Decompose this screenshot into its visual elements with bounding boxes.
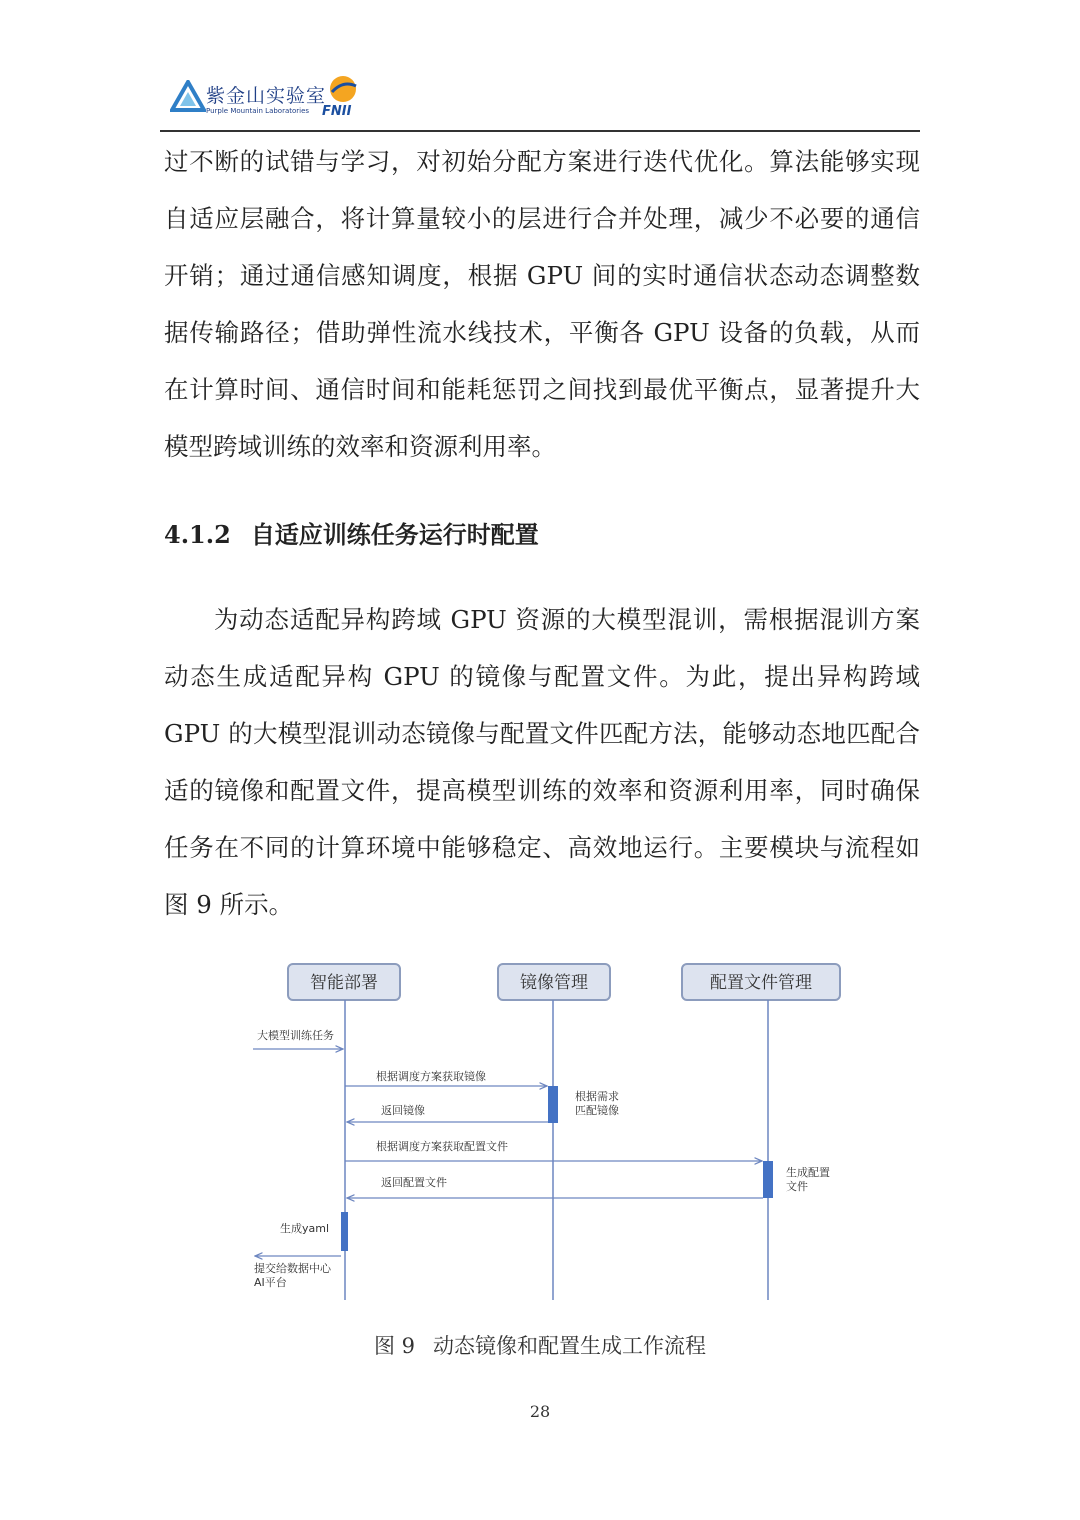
generate-config-label: 生成配置 文件 — [786, 1166, 830, 1193]
return-config-label: 返回配置文件 — [381, 1176, 447, 1189]
org-name-en: Purple Mountain Laboratories — [206, 107, 310, 115]
header-divider — [160, 130, 920, 132]
incoming-task-label: 大模型训练任务 — [257, 1029, 334, 1042]
return-image-label: 返回镜像 — [381, 1104, 425, 1117]
request-image-label: 根据调度方案获取镜像 — [376, 1070, 486, 1083]
purple-mountain-logo-icon — [170, 80, 206, 112]
fnii-logo-icon — [326, 74, 360, 104]
participant-label-config: 配置文件管理 — [710, 973, 812, 993]
config-activation-bar — [763, 1161, 773, 1198]
figure-caption — [0, 1330, 1080, 1360]
request-config-label: 根据调度方案获取配置文件 — [376, 1140, 508, 1153]
paragraph-intro: 为动态适配异构跨域 GPU 资源的大模型混训，需根据混训方案动态生成适配异构 GPU 的镜像与配置文件。为此，提出异构跨域 GPU 的大模型混训动态镜像与配置文件匹配方法，能够动态地匹配合适的镜像和配置文件，提高模型训练的效率和资源利用率，同时确保任务在不同的计算环境中能够稳定、高效地运行。主要模块与流程如图 9 所示。 — [164, 605, 920, 919]
paragraph-continuation: 过不断的试错与学习，对初始分配方案进行迭代优化。算法能够实现自适应层融合，将计算量较小的层进行合并处理，减少不必要的通信开销；通过通信感知调度，根据 GPU 间的实时通信状态动态调整数据传输路径；借助弹性流水线技术，平衡各 GPU 设备的负载，从而在计算时间、通信时间和能耗惩罚之间找到最优平衡点，显著提升大模型跨域训练的效率和资源利用率。 — [164, 147, 920, 461]
section-title: 自适应训练任务运行时配置 — [250, 520, 539, 549]
org-name-cn: 紫金山实验室 — [206, 85, 327, 107]
figure-number: 图 9 — [373, 1334, 416, 1358]
fnii-logo-text: FNII — [322, 104, 352, 119]
generate-yaml-label: 生成yaml — [280, 1222, 330, 1235]
section-heading — [164, 515, 539, 550]
page-number: 28 — [529, 1402, 551, 1421]
match-image-label: 根据需求 匹配镜像 — [575, 1090, 619, 1117]
page-header — [160, 70, 920, 132]
figure-caption-text: 动态镜像和配置生成工作流程 — [433, 1334, 707, 1358]
section-number: 4.1.2 — [164, 520, 231, 549]
image-activation-bar — [548, 1086, 558, 1123]
participant-label-image: 镜像管理 — [520, 973, 588, 993]
participant-label-deploy: 智能部署 — [310, 973, 378, 993]
submit-label: 提交给数据中心 AI平台 — [254, 1262, 331, 1289]
sequence-diagram — [250, 955, 850, 1305]
deploy-activation-bar — [341, 1212, 348, 1251]
